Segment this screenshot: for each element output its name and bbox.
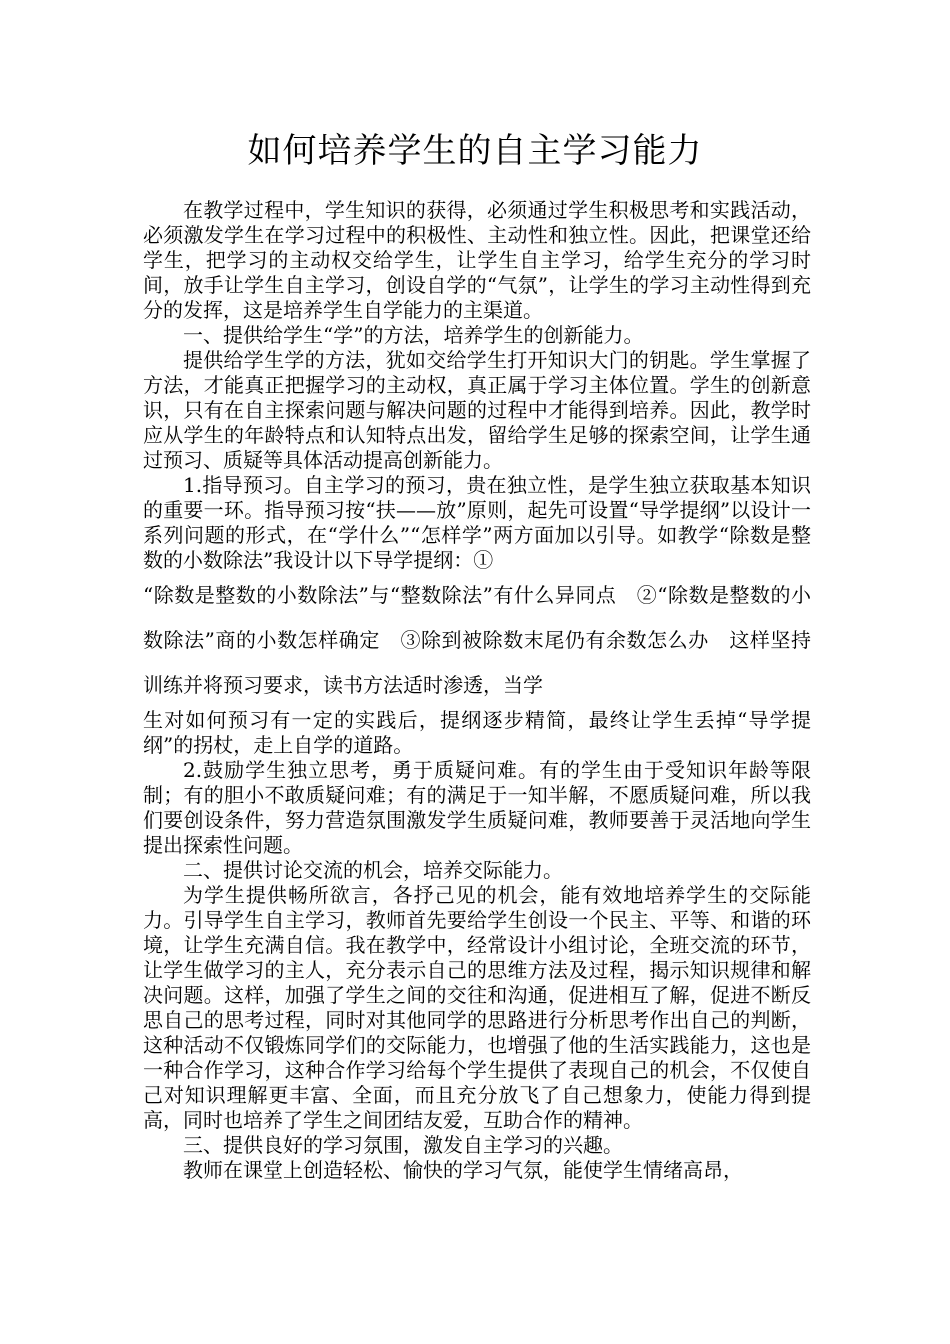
paragraph-preview-questions: “除数是整数的小数除法”与“整数除法”有什么异同点 ②“除数是整数的小数除法”商的小数怎样确定 ③除到被除数末尾仍有余数怎么办 这样坚持训练并将预习要求，读书方法适时渗透，当学 (143, 583, 811, 697)
paragraph-section-1: 提供给学生学的方法，犹如交给学生打开知识大门的钥匙。学生掌握了方法，才能真正把握学习的主动权，真正属于学习主体位置。学生的创新意识，只有在自主探索问题与解决问题的过程中才能得到培养。因此，教学时应从学生的年龄特点和认知特点出发，留给学生足够的探索空间，让学生通过预习、质疑等具体活动提高创新能力。 (143, 348, 811, 472)
paragraph-intro: 在教学过程中，学生知识的获得，必须通过学生积极思考和实践活动，必须激发学生在学习过程中的积极性、主动性和独立性。因此，把课堂还给学生，把学习的主动权交给学生，让学生自主学习，给学生充分的学习时间，放手让学生自主学习，创设自学的“气氛”，让学生的学习主动性得到充分的发挥，这是培养学生自学能力的主渠道。 (143, 198, 811, 322)
document-body (143, 198, 811, 1183)
paragraph-questioning: 2.鼓励学生独立思考，勇于质疑问难。有的学生由于受知识年龄等限制；有的胆小不敢质疑问难；有的满足于一知半解，不愿质疑问难，所以我们要创设条件，努力营造氛围激发学生质疑问难，教师要善于灵活地向学生提出探索性问题。 (143, 758, 811, 857)
heading-section-1: 一、提供给学生“学”的方法，培养学生的创新能力。 (183, 323, 644, 347)
paragraph-section-3: 教师在课堂上创造轻松、愉快的学习气氛，能使学生情绪高昂， (183, 1158, 743, 1182)
heading-section-3: 三、提供良好的学习氛围，激发自主学习的兴趣。 (183, 1133, 623, 1157)
paragraph-section-2: 为学生提供畅所欲言，各抒己见的机会，能有效地培养学生的交际能力。引导学生自主学习，教师首先要给学生创设一个民主、平等、和谐的环境，让学生充满自信。我在教学中，经常设计小组讨论，全班交流的环节，让学生做学习的主人，充分表示自己的思维方法及过程，揭示知识规律和解决问题。这样，加强了学生之间的交往和沟通，促进相互了解，促进不断反思自己的思考过程，同时对其他同学的思路进行分析思考作出自己的判断，这种活动不仅锻炼同学们的交际能力，也增强了他的生活实践能力，这也是一种合作学习，这种合作学习给每个学生提供了表现自己的机会，不仅使自己对知识理解更丰富、全面，而且充分放飞了自己想象力，使能力得到提高，同时也培养了学生之间团结友爱，互助合作的精神。 (143, 883, 811, 1132)
heading-section-2: 二、提供讨论交流的机会，培养交际能力。 (183, 858, 563, 882)
paragraph-preview-guidance: 1.指导预习。自主学习的预习，贵在独立性，是学生独立获取基本知识的重要一环。指导预习按“扶——放”原则，起先可设置“导学提纲”以设计一系列问题的形式，在“学什么”“怎样学”两方面加以引导。如教学“除数是整数的小数除法”我设计以下导学提纲：① (143, 473, 811, 572)
paragraph-preview-conclusion: 生对如何预习有一定的实践后，提纲逐步精简，最终让学生丢掉“导学提纲”的拐杖，走上自学的道路。 (143, 708, 811, 757)
document-title: 如何培养学生的自主学习能力 (247, 131, 703, 171)
